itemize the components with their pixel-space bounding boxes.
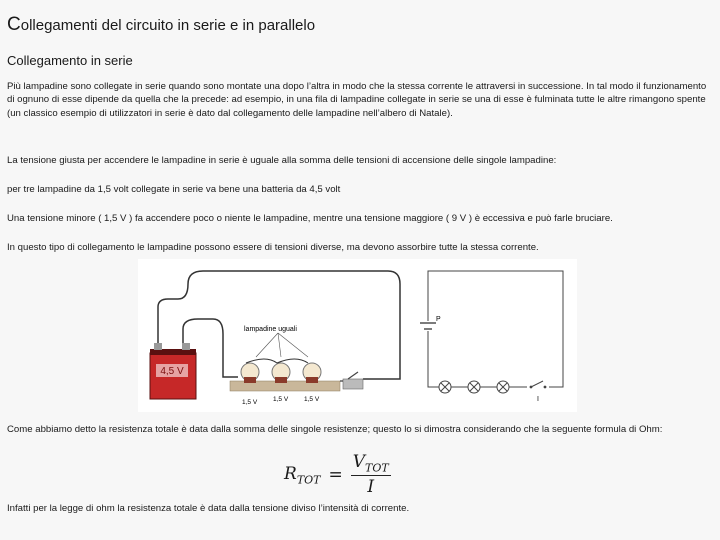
ohm-formula	[284, 452, 391, 497]
lamp-symbol-icon	[497, 381, 509, 393]
formula-numerator: $V_{TOT}$	[352, 452, 389, 475]
schematic-battery-label: P	[436, 316, 441, 323]
circuit-illustration	[138, 259, 577, 412]
battery-icon	[150, 343, 196, 399]
lamps-label: lampadine uguali	[244, 326, 297, 333]
circuit-schematic	[420, 271, 563, 387]
schematic-switch-label: I	[537, 396, 539, 403]
switch-symbol-icon	[527, 381, 549, 391]
lamp-symbol-icon	[468, 381, 480, 393]
label-pointer	[256, 333, 308, 357]
paragraph-voltage-warning: Una tensione minore ( 1,5 V ) fa accendere poco o niente le lampadine, mentre una tensione maggiore ( 9 V ) è eccessiva e può farle bruciare.	[7, 213, 613, 224]
bulb-icon	[241, 363, 259, 383]
formula-equals: =	[328, 464, 343, 485]
paragraph-ohm-intro: Come abbiamo detto la resistenza totale è data dalla somma delle singole resistenze; questo lo si dimostra considerando che la seguente formula di Ohm:	[7, 424, 663, 435]
bulb-icon	[303, 363, 321, 383]
title-first-letter: C	[7, 14, 21, 35]
lamp-symbol-icon	[439, 381, 451, 393]
switch-icon	[343, 372, 363, 389]
paragraph-ohm-law: Infatti per la legge di ohm la resistenza totale è data dalla tensione diviso l’intensità di corrente.	[7, 503, 410, 514]
formula-lhs: $R_{TOT}$	[284, 463, 321, 486]
paragraph-voltage-sum: La tensione giusta per accendere le lampadine in serie è uguale alla somma delle tensioni di accensione delle singole lampadine:	[7, 155, 557, 166]
paragraph-example: per tre lampadine da 1,5 volt collegate in serie va bene una batteria da 4,5 volt	[7, 184, 341, 195]
lamp-voltage-label: 1,5 V	[304, 396, 320, 403]
lamp-voltage-label: 1,5 V	[242, 399, 258, 406]
section-subtitle: Collegamento in serie	[7, 53, 133, 68]
formula-fraction	[351, 452, 391, 497]
wire-lamps	[246, 359, 308, 363]
formula-denominator: I	[367, 477, 375, 498]
battery-label: 4,5 V	[160, 366, 184, 377]
bulb-icon	[272, 363, 290, 383]
paragraph-same-current: In questo tipo di collegamento le lampadine possono essere di tensioni diverse, ma devono assorbire tutte la stessa corrente.	[7, 242, 539, 253]
title-rest: ollegamenti del circuito in serie e in parallelo	[20, 17, 316, 34]
slide-title	[7, 14, 315, 36]
paragraph-series-definition: Più lampadine sono collegate in serie quando sono montate una dopo l’altra in modo che la stessa corrente le attraversi in successione. In tal modo il funzionamento di ognuno di esse dipende da quella che la precede: ad esempio, in una fila di lampadine collegate in serie se una di esse è fulminata tutte le altre rimangono spente (un classico esempio di utilizzatori in serie è dato dal collegamento delle lampadine nell’albero di Natale).	[7, 81, 707, 119]
lamp-voltage-label: 1,5 V	[273, 396, 289, 403]
series-circuit-figure	[138, 259, 577, 412]
